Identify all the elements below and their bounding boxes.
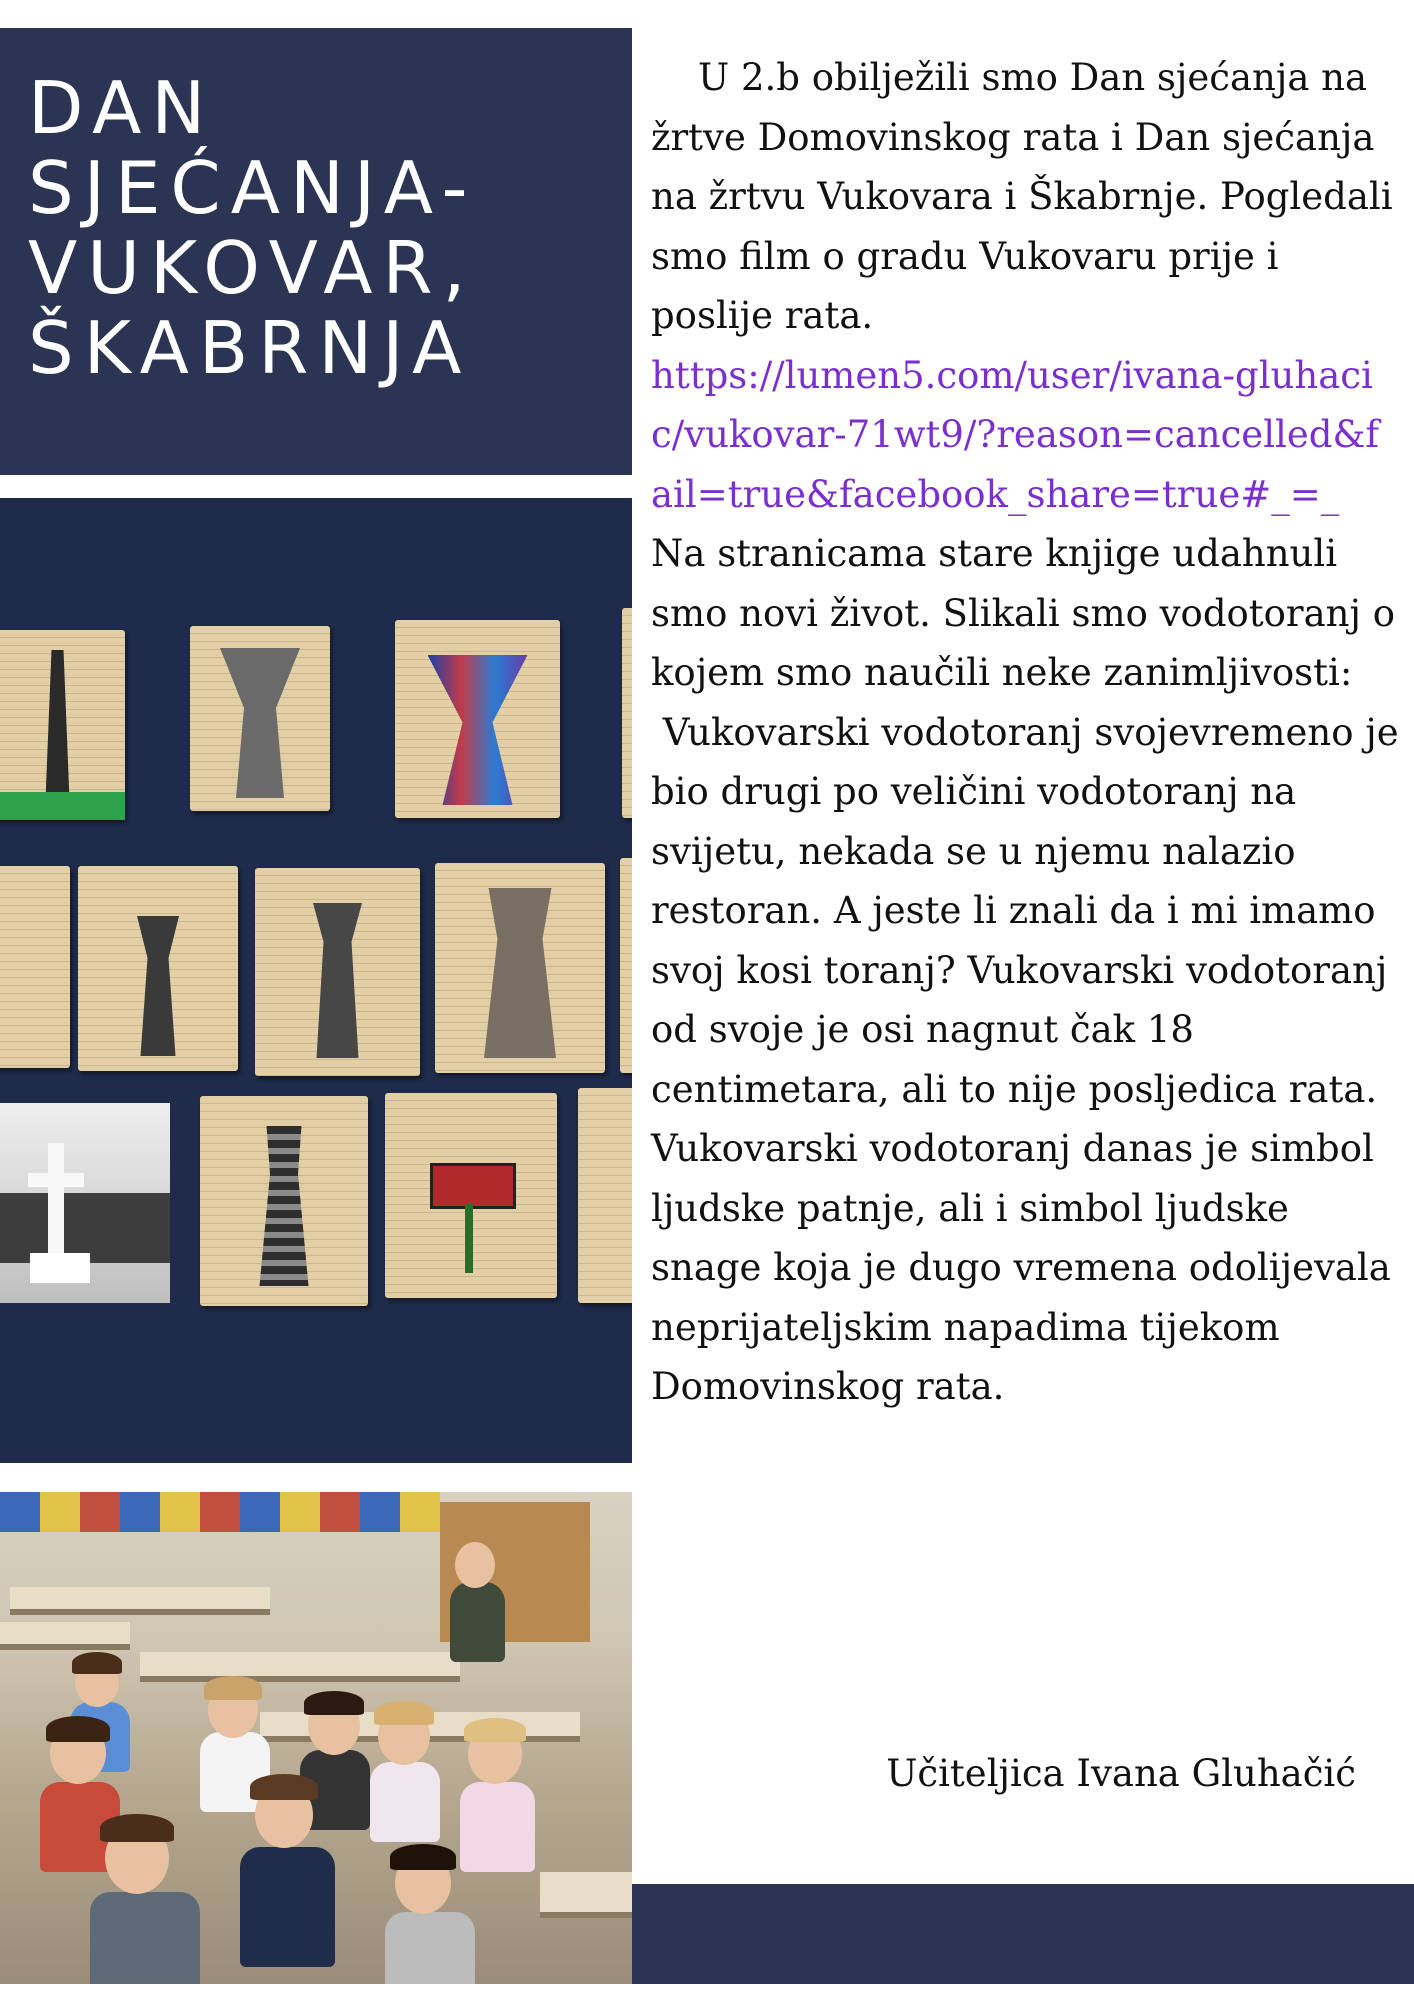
- drawing-paper: [255, 868, 420, 1076]
- drawing-paper: [385, 1093, 557, 1298]
- drawing-paper: [0, 866, 70, 1068]
- memorial-cross-photo: [0, 1103, 170, 1303]
- drawing-paper: [620, 858, 632, 1073]
- title-line-3: VUKOVAR,: [28, 226, 476, 310]
- footer-bar: [632, 1884, 1414, 1984]
- drawing-paper: [622, 608, 632, 818]
- drawing-paper: [0, 630, 125, 820]
- title-line-2: SJEĆANJA-: [28, 146, 478, 230]
- title-line-1: DAN: [28, 66, 216, 150]
- drawing-paper: [578, 1088, 632, 1303]
- teacher-signature: Učiteljica Ivana Gluhačić: [886, 1752, 1356, 1795]
- drawings-photo: [0, 498, 632, 1463]
- drawing-paper: [78, 866, 238, 1071]
- classroom-photo: [0, 1492, 632, 1984]
- intro-paragraph: U 2.b obilježili smo Dan sjećanja na žrtve Domovinskog rata i Dan sjećanja na žrtvu Vukovara i Škabrnje. Pogledali smo film o gradu Vukovaru prije i poslije rata.: [651, 56, 1405, 337]
- drawing-paper: [435, 863, 605, 1073]
- body-paragraph: Na stranicama stare knjige udahnuli smo novi život. Slikali smo vodotoranj o kojem smo naučili neke zanimljivosti: Vukovarski vodotoranj svojevremeno je bio drugi po veličini vodotoranj na svijetu, nekada se u njemu nalazio restoran. A jeste li znali da i mi imamo svoj kosi toranj? Vukovarski vodotoranj od svoje je osi nagnut čak 18 centimetara, ali to nije posljedica rata. Vukovarski vodotoranj danas je simbol ljudske patnje, ali i simbol ljudske snage koja je dugo vremena odolijevala neprijateljskim napadima tijekom Domovinskog rata.: [651, 532, 1399, 1408]
- title-line-4: ŠKABRNJA: [28, 306, 472, 390]
- video-link[interactable]: https://lumen5.com/user/ivana-gluhacic/vukovar-71wt9/?reason=cancelled&fail=true&facebook_share=true#_=_: [651, 353, 1380, 516]
- article-text: [651, 48, 1405, 1417]
- title-panel: [0, 28, 632, 475]
- drawing-paper: [190, 626, 330, 811]
- drawing-paper: [200, 1096, 368, 1306]
- drawing-paper: [395, 620, 560, 818]
